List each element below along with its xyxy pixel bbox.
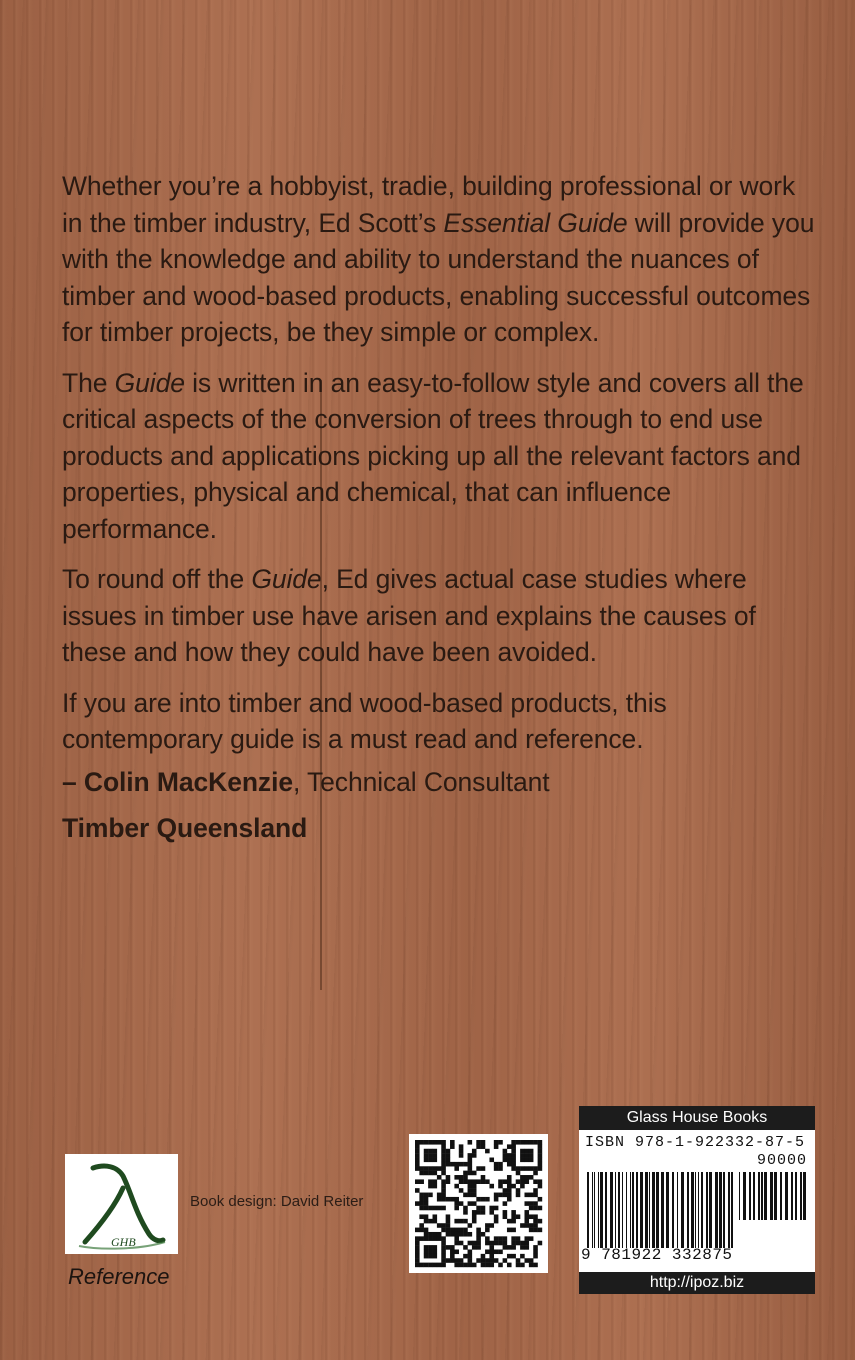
text-run: is written in an easy-to-follow style and covers all the critical aspects of the conversion of trees through to end use products and applications picking up all the relevant factors and properties, physical and chemical, that can influence performance.	[62, 367, 804, 544]
blurb-paragraph-2	[62, 365, 822, 548]
text-run: will provide you with the knowledge and ability to understand the nuances of timber and wood-based products, enabling successful outcomes for timber projects, be they simple or complex.	[62, 207, 815, 347]
ean-barcode-icon	[587, 1172, 735, 1248]
ghb-logo-icon	[65, 1154, 178, 1254]
text-run: The	[62, 367, 115, 398]
text-run: , Ed gives actual case studies where issues in timber use have arisen and explains the causes of these and how they could have been avoided.	[62, 564, 756, 667]
text-run: To round off the	[62, 564, 252, 594]
qr-code-icon	[409, 1134, 548, 1273]
qr-code[interactable]	[409, 1134, 548, 1273]
addon-barcode-icon	[739, 1172, 807, 1220]
publisher-name: Glass House Books	[579, 1106, 815, 1130]
emphasis-title: Essential Guide	[443, 207, 628, 238]
barcode-panel	[579, 1130, 815, 1272]
isbn-digits: 9 781922 332875	[581, 1246, 733, 1264]
emphasis-title: Guide	[251, 564, 322, 594]
logo-caption: Reference	[68, 1264, 170, 1289]
isbn-barcode-block	[579, 1106, 815, 1294]
price-code: 90000	[756, 1152, 807, 1169]
isbn-label: ISBN 978-1-922332-87-5	[585, 1134, 806, 1151]
attribution-org: Timber Queensland	[62, 812, 308, 843]
emphasis-title: Guide	[114, 367, 185, 398]
publisher-url[interactable]: http://ipoz.biz	[579, 1272, 815, 1294]
attribution-line	[62, 766, 822, 798]
design-credit: Book design: David Reiter	[190, 1193, 364, 1210]
blurb-text	[62, 168, 822, 858]
blurb-paragraph-4: If you are into timber and wood-based products, this contemporary guide is a must read and reference.	[62, 687, 667, 754]
attribution-name: – Colin MacKenzie	[62, 766, 293, 797]
attribution-role: , Technical Consultant	[292, 766, 550, 797]
blurb-paragraph-3	[62, 561, 822, 671]
publisher-logo	[65, 1154, 178, 1254]
text-run: Whether you’re a hobbyist, tradie, building professional or work in the timber industry, Ed Scott’s	[62, 171, 796, 238]
logo-initials: GHB	[111, 1235, 136, 1249]
blurb-paragraph-1	[62, 168, 822, 351]
